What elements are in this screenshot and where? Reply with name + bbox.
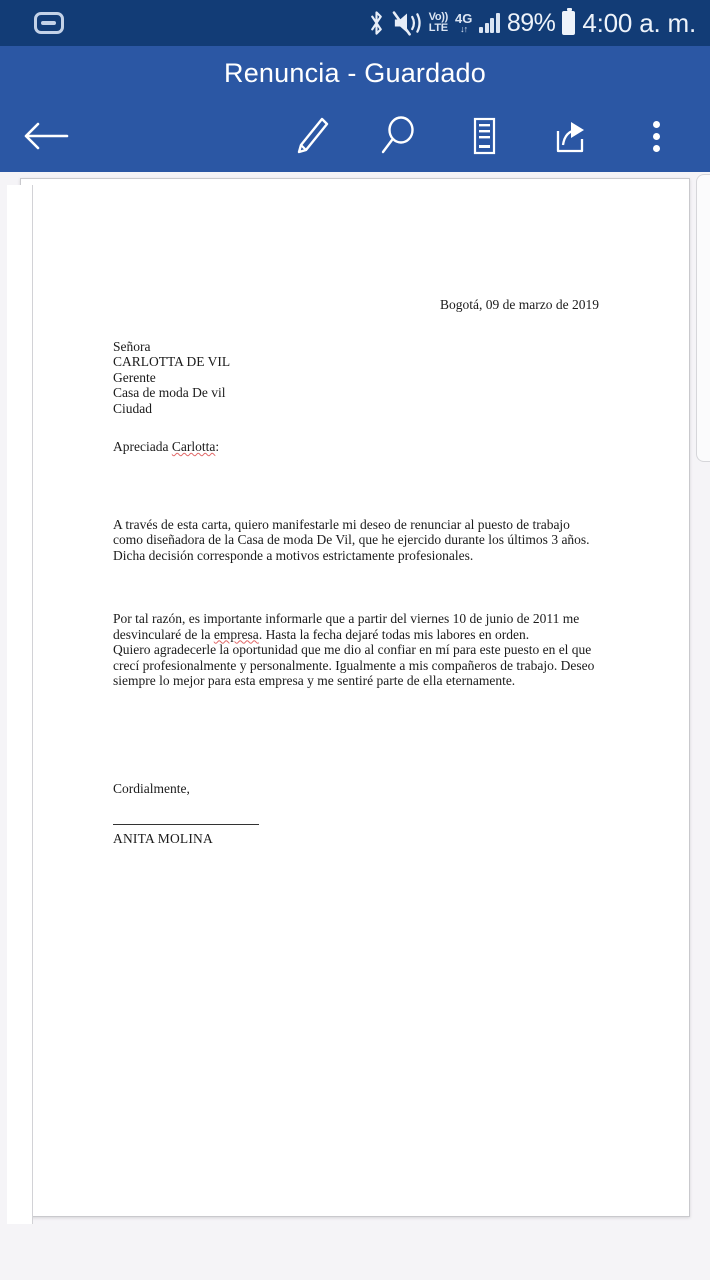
spacer bbox=[113, 416, 599, 439]
search-button[interactable] bbox=[364, 102, 432, 170]
spacer bbox=[113, 689, 599, 781]
share-button[interactable] bbox=[536, 102, 604, 170]
spacer bbox=[113, 796, 599, 824]
closing-line: Cordialmente, bbox=[113, 780, 190, 796]
share-icon bbox=[550, 115, 590, 157]
network-4g-icon: 4G ↓↑ bbox=[454, 11, 473, 34]
recipient-line: Gerente bbox=[113, 369, 156, 385]
battery-percent-label: 89% bbox=[506, 8, 556, 37]
bluetooth-icon bbox=[368, 10, 385, 36]
letter-date: Bogotá, 09 de marzo de 2019 bbox=[440, 297, 599, 312]
status-bar-notifications bbox=[34, 12, 64, 34]
document-page[interactable] bbox=[20, 178, 690, 1217]
search-icon bbox=[378, 115, 418, 157]
recipient-line: Ciudad bbox=[113, 400, 152, 416]
edit-button[interactable] bbox=[278, 102, 346, 170]
paragraph-2-misspelled-word: empresa bbox=[213, 626, 259, 642]
salutation-suffix: : bbox=[215, 439, 220, 454]
recipient-line: CARLOTTA DE VIL bbox=[113, 354, 231, 369]
spacer bbox=[113, 455, 599, 517]
reading-view-button[interactable] bbox=[450, 102, 518, 170]
vibrate-mute-icon bbox=[392, 10, 422, 36]
pencil-icon bbox=[293, 115, 331, 157]
volte-icon: Vo)) LTE bbox=[428, 11, 448, 34]
document-outline-icon bbox=[467, 115, 501, 157]
salutation bbox=[113, 439, 599, 455]
title-bar bbox=[0, 46, 710, 100]
more-options-button[interactable] bbox=[622, 102, 690, 170]
back-button[interactable] bbox=[12, 102, 80, 170]
page-edge-decoration bbox=[7, 185, 33, 1224]
recipient-block bbox=[113, 339, 599, 417]
vertical-scrollbar[interactable] bbox=[696, 174, 710, 462]
toolbar-actions bbox=[278, 102, 710, 170]
recipient-line: Casa de moda De vil bbox=[113, 385, 226, 400]
document-viewport[interactable] bbox=[0, 172, 710, 1280]
salutation-prefix: Apreciada bbox=[113, 439, 172, 454]
battery-icon bbox=[562, 11, 575, 35]
signature-line bbox=[113, 824, 259, 825]
recipient-line: Señora bbox=[113, 338, 151, 354]
status-bar-indicators bbox=[368, 8, 696, 39]
paragraph-1: A través de esta carta, quiero manifestarle mi deseo de renunciar al puesto de trabajo como diseñadora de la Casa de moda De Vil, que he ejercido durante los últimos 3 años. Dicha decisión corresponde a motivos estrictamente profesionales. bbox=[113, 516, 590, 563]
signal-bars-icon bbox=[479, 13, 500, 33]
status-bar bbox=[0, 0, 710, 46]
page-title: Renuncia - Guardado bbox=[224, 57, 486, 88]
paragraph-3: Quiero agradecerle la oportunidad que me dio al confiar en mí para este puesto en el que crecí profesionalmente y personalmente. Igualmente a mis compañeros de trabajo. Deseo siempre lo mejor para esta empresa y me sentiré parte de ella eternamente. bbox=[113, 642, 595, 688]
paragraph-2-part-c: . Hasta la fecha dejaré todas mis labores en orden. bbox=[258, 626, 530, 642]
back-arrow-icon bbox=[23, 119, 69, 153]
paragraph-2-part-a: Por tal razón, es importante informarle que a partir del viernes 10 de junio de 2011 me desvincularé de la bbox=[113, 611, 580, 642]
letter-body bbox=[113, 297, 599, 847]
salutation-name-misspelled: Carlotta bbox=[171, 439, 216, 454]
paragraph-2 bbox=[113, 611, 599, 642]
toolbar bbox=[0, 100, 710, 172]
more-vertical-icon bbox=[653, 121, 660, 152]
clock-label: 4:00 a. m. bbox=[582, 7, 696, 38]
app-notification-icon bbox=[34, 12, 64, 34]
spacer bbox=[113, 563, 599, 611]
signature-name: ANITA MOLINA bbox=[113, 831, 213, 846]
